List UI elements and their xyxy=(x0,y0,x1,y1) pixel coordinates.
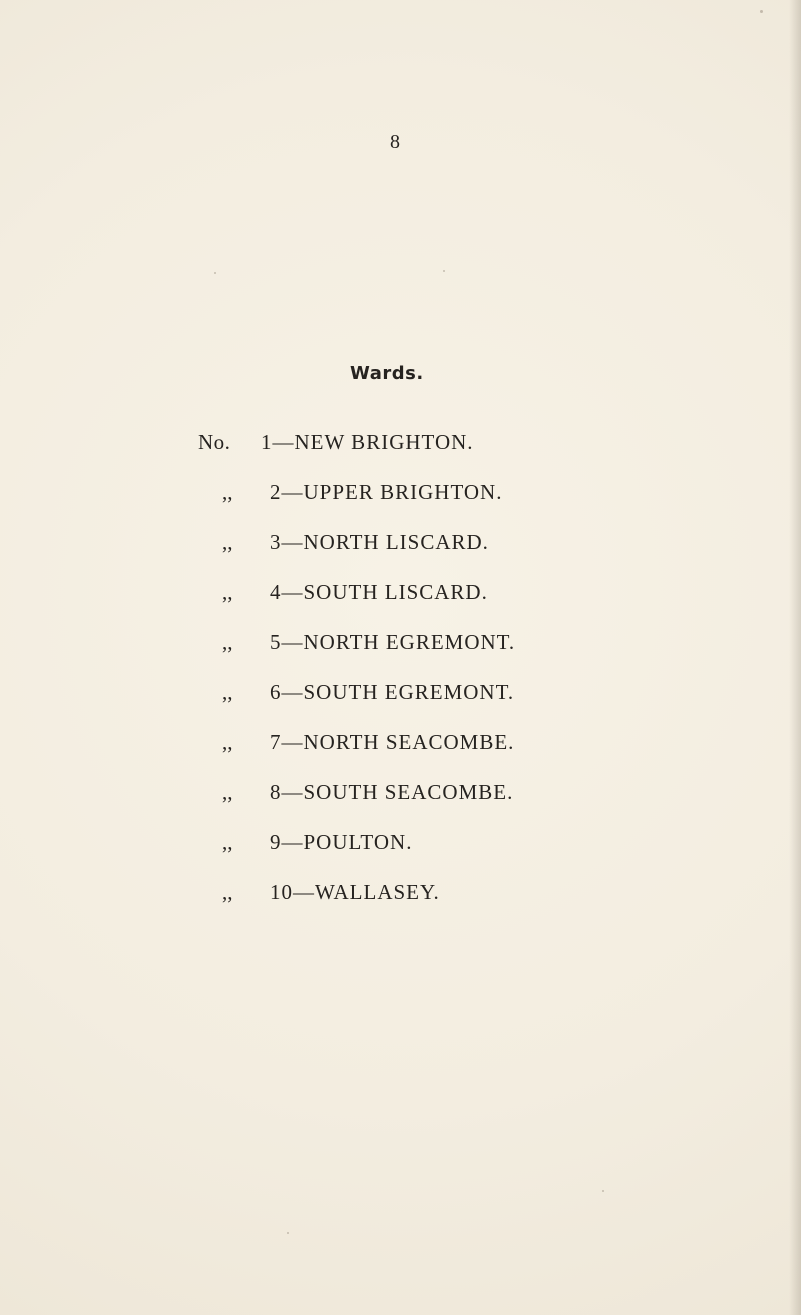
ward-list-item xyxy=(222,530,489,554)
ward-entry: 3—NORTH LISCARD. xyxy=(270,530,489,554)
ward-entry: 4—SOUTH LISCARD. xyxy=(270,580,488,604)
page-edge-shadow xyxy=(789,0,801,1315)
ward-list-item xyxy=(222,830,412,854)
paper-speck xyxy=(287,1232,289,1234)
paper-speck xyxy=(214,272,216,274)
entry-prefix: No. xyxy=(198,430,231,454)
ward-list-item xyxy=(222,480,502,504)
paper-speck xyxy=(443,270,445,272)
ward-list-item xyxy=(222,680,514,704)
ward-entry: 10—WALLASEY. xyxy=(270,880,440,904)
ditto-mark: ,, xyxy=(222,680,233,704)
ward-entry: 8—SOUTH SEACOMBE. xyxy=(270,780,514,804)
paper-speck xyxy=(602,1190,604,1192)
ditto-mark: ,, xyxy=(222,730,233,754)
ditto-mark: ,, xyxy=(222,880,233,904)
ward-list-item xyxy=(222,580,488,604)
ward-list-item xyxy=(222,730,514,754)
ditto-mark: ,, xyxy=(222,530,233,554)
ward-list-item xyxy=(222,780,513,804)
ward-entry: 2—UPPER BRIGHTON. xyxy=(270,480,503,504)
ward-entry: 1—NEW BRIGHTON. xyxy=(261,430,474,454)
ditto-mark: ,, xyxy=(222,480,233,504)
ward-entry: 7—NORTH SEACOMBE. xyxy=(270,730,515,754)
ward-entry: 9—POULTON. xyxy=(270,830,413,854)
ditto-mark: ,, xyxy=(222,830,233,854)
ward-list-item xyxy=(222,880,440,904)
ward-entry: 5—NORTH EGREMONT. xyxy=(270,630,516,654)
ward-entry: 6—SOUTH EGREMONT. xyxy=(270,680,515,704)
page-number: 8 xyxy=(390,131,401,153)
section-heading: Wards. xyxy=(350,363,424,384)
ditto-mark: ,, xyxy=(222,630,233,654)
ward-list-item xyxy=(222,630,515,654)
ward-list-item xyxy=(198,430,474,454)
ditto-mark: ,, xyxy=(222,780,233,804)
ditto-mark: ,, xyxy=(222,580,233,604)
paper-speck xyxy=(760,10,763,13)
